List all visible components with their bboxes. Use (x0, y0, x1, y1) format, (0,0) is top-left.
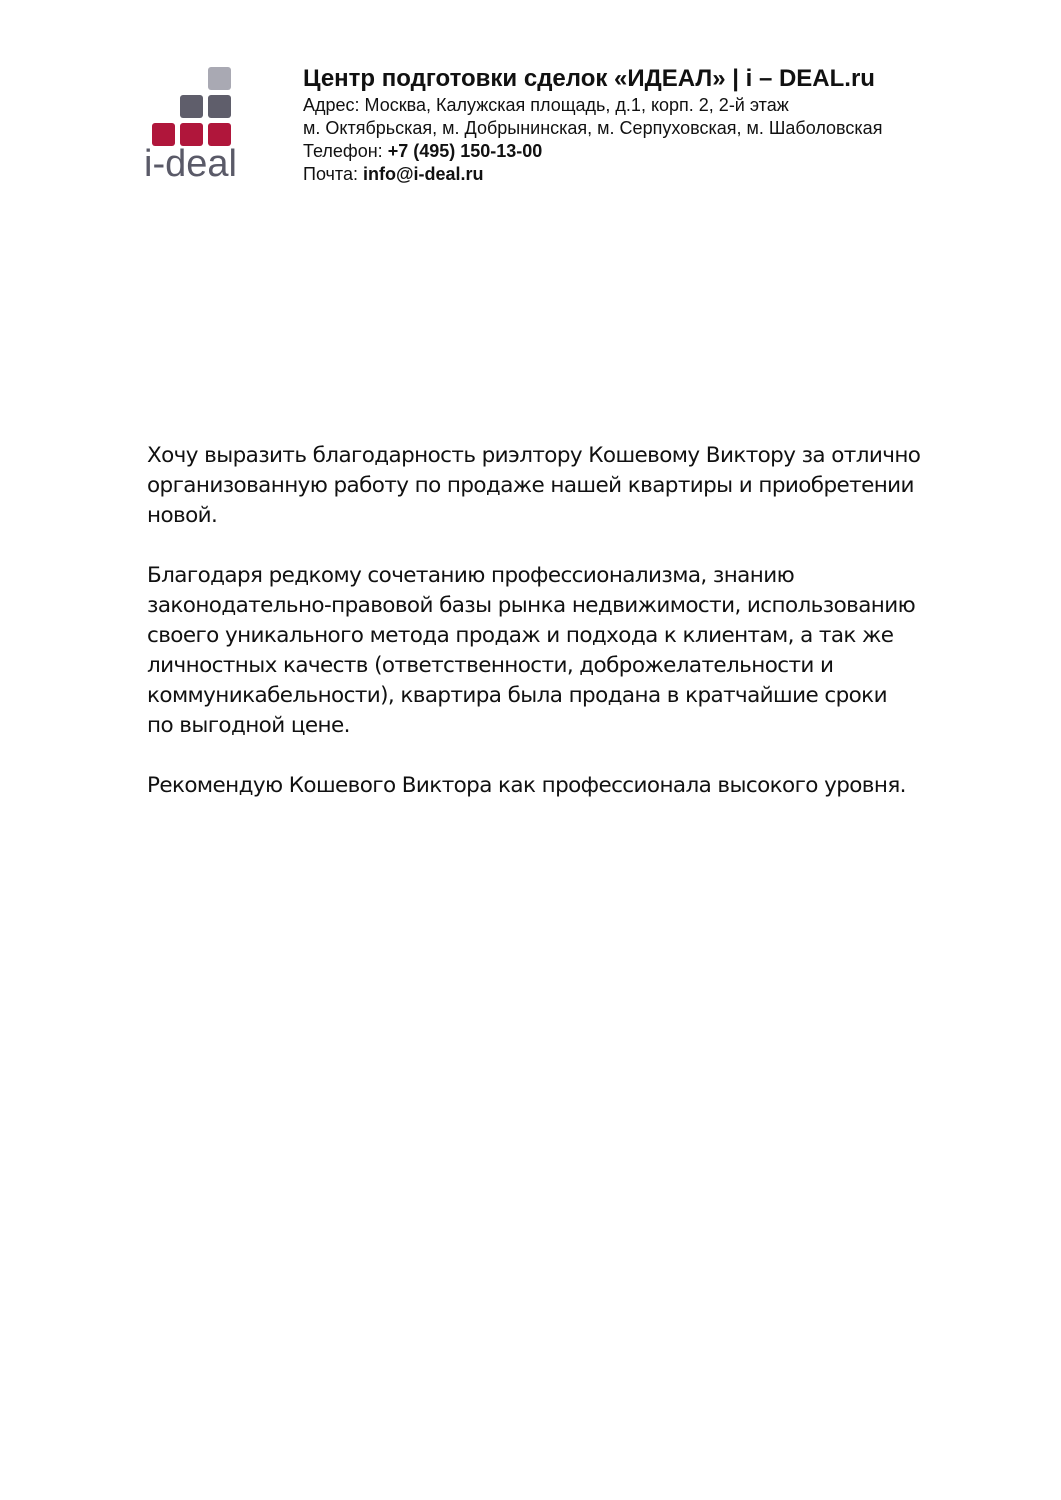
letter-paragraph (147, 561, 937, 741)
logo-square-dark (180, 95, 203, 118)
paragraph-line: новой. (147, 503, 218, 528)
phone-value: +7 (495) 150-13-00 (387, 141, 543, 161)
letter-paragraph (147, 441, 937, 531)
paragraph-line: Хочу выразить благодарность риэлтору Кошевому Виктору за отлично (147, 443, 921, 468)
paragraph-line: личностных качеств (ответственности, доброжелательности и (147, 653, 834, 678)
letterhead (303, 64, 1023, 186)
logo-square-light (208, 67, 231, 90)
paragraph-line: своего уникального метода продаж и подхода к клиентам, а так же (147, 623, 894, 648)
paragraph-line: организованную работу по продаже нашей квартиры и приобретении (147, 473, 914, 498)
paragraph-line: Рекомендую Кошевого Виктора как профессионала высокого уровня. (147, 773, 906, 798)
letter-paragraph (147, 771, 937, 801)
company-metro: м. Октябрьская, м. Добрынинская, м. Серпуховская, м. Шаболовская (303, 118, 883, 138)
email-label: Почта: (303, 164, 363, 184)
company-logo (140, 64, 250, 186)
company-phone (303, 140, 1023, 163)
paragraph-line: по выгодной цене. (147, 713, 350, 738)
company-address: Адрес: Москва, Калужская площадь, д.1, корп. 2, 2-й этаж (303, 95, 789, 115)
company-email (303, 163, 1023, 186)
logo-square-dark (208, 95, 231, 118)
paragraph-line: коммуникабельности), квартира была продана в кратчайшие сроки (147, 683, 887, 708)
letter-body (147, 441, 937, 831)
company-title: Центр подготовки сделок «ИДЕАЛ» | i – DEAL.ru (303, 65, 875, 92)
phone-label: Телефон: (303, 141, 388, 161)
paragraph-line: Благодаря редкому сочетанию профессионализма, знанию (147, 563, 795, 588)
paragraph-line: законодательно-правовой базы рынка недвижимости, использованию (147, 593, 916, 618)
email-value: info@i-deal.ru (363, 164, 484, 184)
logo-wordmark: i-deal (144, 143, 237, 185)
